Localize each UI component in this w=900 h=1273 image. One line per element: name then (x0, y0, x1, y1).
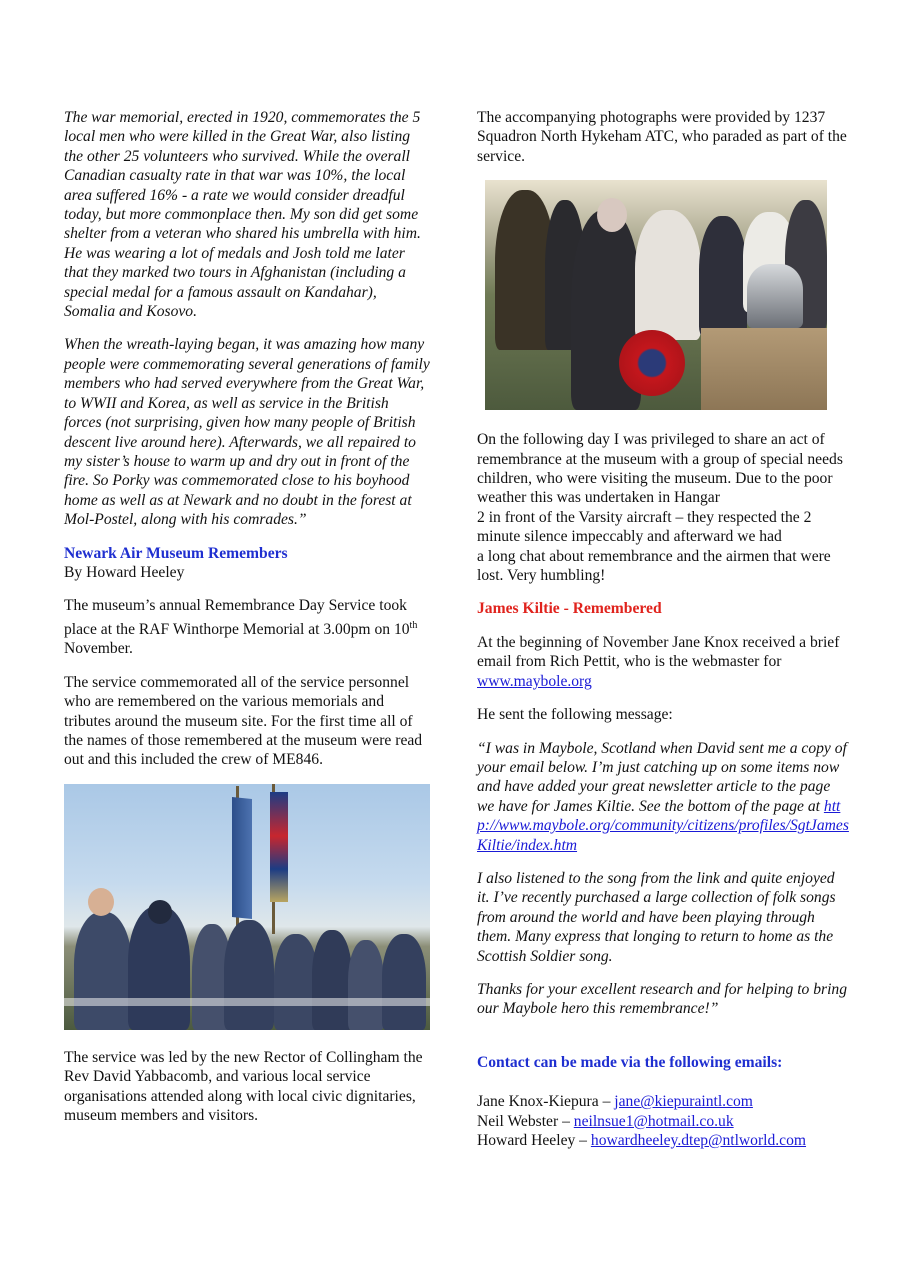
contact-name: Howard Heeley – (477, 1132, 591, 1149)
parade-photo (64, 784, 430, 1030)
service-paragraph (64, 596, 430, 658)
quote-paragraph-3: Thanks for your excellent research and for helping to bring our Maybole hero this remembrance!” (477, 980, 848, 1018)
section-title-newark: Newark Air Museum Remembers (64, 544, 288, 562)
following-day-paragraph (477, 430, 849, 585)
byline: By Howard Heeley (64, 563, 185, 581)
contact-line (477, 1112, 849, 1131)
ordinal-suffix: th (409, 619, 418, 631)
rector-paragraph: The service was led by the new Rector of Collingham the Rev David Yabbacomb, and various local service organisations attended along with local civic dignitaries, museum members and visitors. (64, 1048, 423, 1124)
photos-credit-paragraph: The accompanying photographs were provided by 1237 Squadron North Hykeham ATC, who paraded as part of the service. (477, 109, 847, 165)
intro-paragraph-2: When the wreath-laying began, it was amazing how many people were commemorating several generations of family members who had served everywhere from the Great War, to WWII and Korea, as well as service in the British forces (not surprising, given how many people of British descent live around here). Afterwards, we all repaired to my sister’s house to warm up and dry out in front of the fire. So Porky was commemorated close to his boyhood home as well as at Newark and no doubt in the forest at Mol-Postel, along with his comrades.” (64, 336, 430, 529)
contact-email-link[interactable]: neilnsue1@hotmail.co.uk (573, 1112, 734, 1130)
contact-email-link[interactable]: jane@kiepuraintl.com (614, 1093, 753, 1111)
contact-name: Neil Webster – (477, 1112, 574, 1130)
message-intro: He sent the following message: (477, 706, 673, 724)
intro-paragraph-1: The war memorial, erected in 1920, commemorates the 5 local men who were killed in the Great War, also listing the other 25 volunteers who survived. While the overall Canadian casualty rate in that war was 10%, the local area suffered 16% - a rate we would consider dreadful today, but more commonplace then. My son did get some shelter from a veteran who shared his umbrella with him. He was wearing a lot of medals and Josh told me later that they marked two tours in Afghanistan (including a special medal for a famous assault on Kandahar), Somalia and Kosovo. (64, 109, 421, 321)
contact-email-link[interactable]: howardheeley.dtep@ntlworld.com (590, 1132, 807, 1149)
maybole-link[interactable]: www.maybole.org (477, 672, 592, 690)
following-day-text: On the following day I was privileged to share an act of remembrance at the museum with a group of special needs children, who were visiting the museum. Due to the poor weather this was undertaken in Hangar (477, 431, 843, 507)
commemoration-paragraph: The service commemorated all of the service personnel who are remembered on the various memorials and tributes around the museum site. For the first time all of the names of those remembered at the museum were read out and this included the crew of ME846. (64, 673, 423, 769)
contact-title: Contact can be made via the following emails: (477, 1053, 783, 1071)
quote-paragraph-1 (477, 739, 849, 855)
quote-text-1: “I was in Maybole, Scotland when David sent me a copy of your email below. I’m just catching up on some items now and have added your great newsletter article to the page we have for James Kiltie. See the bottom of the page at (477, 739, 847, 815)
right-column (477, 108, 849, 1150)
service-text-end: November. (64, 640, 133, 658)
following-day-text-3: a long chat about remembrance and the airmen that were lost. Very humbling! (477, 547, 831, 585)
quote-paragraph-2: I also listened to the song from the link and quite enjoyed it. I’ve recently purchased a large collection of folk songs from around the world and have been playing through them. Many express that longing to return to home as the Scottish Soldier song. (477, 869, 836, 965)
contact-line (477, 1092, 849, 1111)
webmaster-text: At the beginning of November Jane Knox received a brief email from Rich Pettit, who is the webmaster for (477, 633, 840, 671)
section-title-kiltie: James Kiltie - Remembered (477, 600, 662, 618)
contact-line (477, 1131, 849, 1150)
contact-name: Jane Knox-Kiepura – (477, 1093, 615, 1111)
service-text: The museum’s annual Remembrance Day Service took place at the RAF Winthorpe Memorial at 3.00pm on 10 (64, 597, 410, 638)
following-day-text-2: 2 in front of the Varsity aircraft – they respected the 2 minute silence impeccably and afterward we had (477, 508, 812, 546)
left-column (64, 108, 430, 1139)
webmaster-paragraph (477, 633, 849, 691)
wreath-laying-photo (485, 180, 827, 410)
kiltie-profile-link[interactable]: http://www.maybole.org/community/citizens/profiles/SgtJamesKiltie/index.htm (477, 797, 849, 854)
